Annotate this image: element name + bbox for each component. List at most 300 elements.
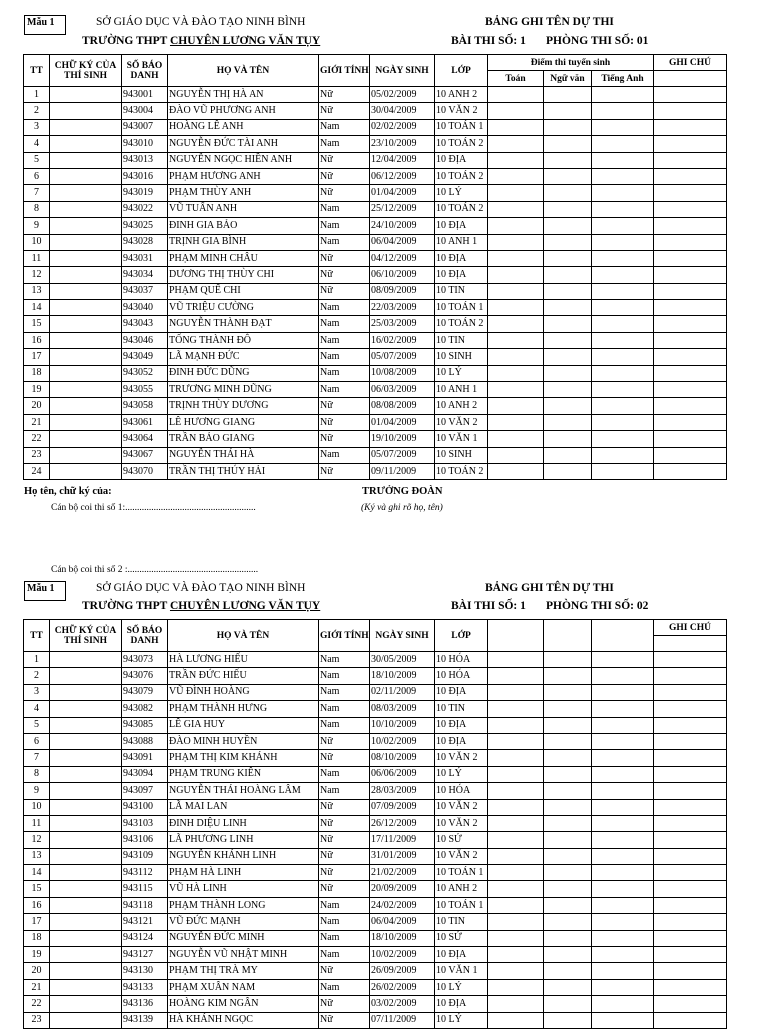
cell-signature bbox=[50, 668, 122, 684]
cell-tt: 5 bbox=[24, 152, 50, 168]
cell-id: 943139 bbox=[122, 1012, 168, 1028]
cell-name: TRỊNH GIA BÌNH bbox=[168, 234, 319, 250]
chief-sign-note: (Ký và ghi rõ họ, tên) bbox=[361, 503, 443, 513]
cell-score-literature bbox=[544, 382, 592, 398]
cell-score-math bbox=[488, 316, 544, 332]
cell-signature bbox=[50, 349, 122, 365]
cell-name: VŨ TRIỆU CƯỜNG bbox=[168, 300, 319, 316]
table-row bbox=[24, 250, 727, 266]
cell-dob: 05/07/2009 bbox=[370, 349, 435, 365]
cell-tt: 5 bbox=[24, 717, 50, 733]
cell-class: 10 VĂN 1 bbox=[435, 431, 488, 447]
cell-id: 943037 bbox=[122, 283, 168, 299]
cell-id: 943112 bbox=[122, 865, 168, 881]
cell-score-english bbox=[592, 1012, 654, 1028]
cell-gender: Nam bbox=[319, 701, 370, 717]
col-score-literature: Ngữ văn bbox=[544, 71, 592, 87]
cell-score-english bbox=[592, 832, 654, 848]
cell-name: LÃ PHƯƠNG LINH bbox=[168, 832, 319, 848]
cell-gender: Nam bbox=[319, 316, 370, 332]
cell-gender: Nam bbox=[319, 382, 370, 398]
cell-dob: 06/04/2009 bbox=[370, 234, 435, 250]
cell-note bbox=[654, 881, 727, 897]
cell-note bbox=[654, 316, 727, 332]
cell-name: TRẦN ĐỨC HIẾU bbox=[168, 668, 319, 684]
cell-id: 943004 bbox=[122, 103, 168, 119]
cell-note bbox=[654, 865, 727, 881]
cell-score-math bbox=[488, 947, 544, 963]
cell-score-english bbox=[592, 963, 654, 979]
room-number: PHÒNG THI SỐ: 02 bbox=[546, 600, 649, 612]
cell-score-english bbox=[592, 431, 654, 447]
cell-name: LÃ MẠNH ĐỨC bbox=[168, 349, 319, 365]
cell-signature bbox=[50, 848, 122, 864]
cell-tt: 8 bbox=[24, 766, 50, 782]
cell-score-literature bbox=[544, 414, 592, 430]
cell-note bbox=[654, 349, 727, 365]
cell-score-english bbox=[592, 119, 654, 135]
cell-tt: 12 bbox=[24, 832, 50, 848]
col-signature: CHỮ KÝ CỦA THÍ SINH bbox=[50, 55, 122, 87]
table-row bbox=[24, 152, 727, 168]
cell-score-literature bbox=[544, 733, 592, 749]
cell-note bbox=[654, 414, 727, 430]
cell-score-literature bbox=[544, 766, 592, 782]
cell-id: 943124 bbox=[122, 930, 168, 946]
cell-score-literature bbox=[544, 947, 592, 963]
cell-class: 10 ĐỊA bbox=[435, 250, 488, 266]
cell-score-english bbox=[592, 766, 654, 782]
cell-id: 943049 bbox=[122, 349, 168, 365]
cell-name: VŨ TUẤN ANH bbox=[168, 201, 319, 217]
table-row bbox=[24, 398, 727, 414]
cell-score-literature bbox=[544, 463, 592, 479]
cell-signature bbox=[50, 152, 122, 168]
cell-name: LÃ MAI LAN bbox=[168, 799, 319, 815]
cell-note bbox=[654, 398, 727, 414]
cell-class: 10 TOÁN 1 bbox=[435, 300, 488, 316]
cell-dob: 25/12/2009 bbox=[370, 201, 435, 217]
cell-score-english bbox=[592, 733, 654, 749]
table-row bbox=[24, 717, 727, 733]
cell-name: LÊ GIA HUY bbox=[168, 717, 319, 733]
cell-dob: 10/02/2009 bbox=[370, 947, 435, 963]
cell-score-literature bbox=[544, 234, 592, 250]
cell-name: LÊ HƯƠNG GIANG bbox=[168, 414, 319, 430]
cell-id: 943103 bbox=[122, 815, 168, 831]
cell-tt: 20 bbox=[24, 963, 50, 979]
exam-number: BÀI THI SỐ: 1 bbox=[451, 35, 526, 47]
table-row bbox=[24, 218, 727, 234]
cell-tt: 16 bbox=[24, 897, 50, 913]
cell-score-literature bbox=[544, 701, 592, 717]
cell-tt: 17 bbox=[24, 914, 50, 930]
cell-gender: Nữ bbox=[319, 881, 370, 897]
cell-name: VŨ ĐÌNH HOÀNG bbox=[168, 684, 319, 700]
cell-score-literature bbox=[544, 103, 592, 119]
cell-dob: 07/09/2009 bbox=[370, 799, 435, 815]
cell-id: 943136 bbox=[122, 996, 168, 1012]
table-row bbox=[24, 414, 727, 430]
cell-score-literature bbox=[544, 684, 592, 700]
cell-gender: Nữ bbox=[319, 865, 370, 881]
cell-score-english bbox=[592, 332, 654, 348]
cell-score-literature bbox=[544, 332, 592, 348]
cell-tt: 9 bbox=[24, 783, 50, 799]
cell-id: 943100 bbox=[122, 799, 168, 815]
cell-note bbox=[654, 332, 727, 348]
cell-score-english bbox=[592, 783, 654, 799]
cell-dob: 09/11/2009 bbox=[370, 463, 435, 479]
cell-gender: Nữ bbox=[319, 267, 370, 283]
col-score-english: Tiếng Anh bbox=[592, 71, 654, 87]
cell-tt: 23 bbox=[24, 1012, 50, 1028]
cell-score-math bbox=[488, 267, 544, 283]
cell-score-english bbox=[592, 382, 654, 398]
cell-id: 943001 bbox=[122, 87, 168, 103]
cell-class: 10 TOÁN 2 bbox=[435, 136, 488, 152]
cell-note bbox=[654, 783, 727, 799]
cell-class: 10 VĂN 2 bbox=[435, 799, 488, 815]
cell-score-literature bbox=[544, 963, 592, 979]
cell-dob: 20/09/2009 bbox=[370, 881, 435, 897]
cell-signature bbox=[50, 103, 122, 119]
room-number: PHÒNG THI SỐ: 01 bbox=[546, 35, 649, 47]
cell-note bbox=[654, 267, 727, 283]
cell-class: 10 HÓA bbox=[435, 668, 488, 684]
cell-dob: 07/11/2009 bbox=[370, 1012, 435, 1028]
cell-name: VŨ HÀ LINH bbox=[168, 881, 319, 897]
cell-tt: 10 bbox=[24, 234, 50, 250]
cell-score-math bbox=[488, 684, 544, 700]
table-row bbox=[24, 283, 727, 299]
cell-score-literature bbox=[544, 865, 592, 881]
cell-note bbox=[654, 652, 727, 668]
cell-id: 943058 bbox=[122, 398, 168, 414]
cell-score-literature bbox=[544, 349, 592, 365]
cell-score-math bbox=[488, 701, 544, 717]
cell-gender: Nam bbox=[319, 447, 370, 463]
department-title: SỞ GIÁO DỤC VÀ ĐÀO TẠO NINH BÌNH bbox=[96, 16, 306, 28]
cell-gender: Nữ bbox=[319, 103, 370, 119]
cell-score-english bbox=[592, 300, 654, 316]
cell-dob: 16/02/2009 bbox=[370, 332, 435, 348]
cell-tt: 6 bbox=[24, 733, 50, 749]
cell-id: 943043 bbox=[122, 316, 168, 332]
cell-name: NGUYỄN KHÁNH LINH bbox=[168, 848, 319, 864]
table-row bbox=[24, 815, 727, 831]
cell-note bbox=[654, 87, 727, 103]
cell-score-math bbox=[488, 349, 544, 365]
cell-name: VŨ ĐỨC MẠNH bbox=[168, 914, 319, 930]
cell-tt: 23 bbox=[24, 447, 50, 463]
table-row bbox=[24, 382, 727, 398]
cell-note bbox=[654, 365, 727, 381]
table-row bbox=[24, 750, 727, 766]
cell-signature bbox=[50, 733, 122, 749]
cell-note bbox=[654, 832, 727, 848]
cell-id: 943094 bbox=[122, 766, 168, 782]
cell-score-math bbox=[488, 300, 544, 316]
table-row bbox=[24, 914, 727, 930]
cell-score-literature bbox=[544, 152, 592, 168]
cell-score-math bbox=[488, 119, 544, 135]
cell-gender: Nữ bbox=[319, 832, 370, 848]
col-id: SỐ BÁO DANH bbox=[122, 620, 168, 652]
cell-class: 10 ĐỊA bbox=[435, 152, 488, 168]
table-row bbox=[24, 349, 727, 365]
cell-tt: 1 bbox=[24, 87, 50, 103]
cell-class: 10 SỬ bbox=[435, 832, 488, 848]
cell-class: 10 ANH 1 bbox=[435, 234, 488, 250]
cell-score-math bbox=[488, 799, 544, 815]
cell-class: 10 SINH bbox=[435, 349, 488, 365]
cell-note bbox=[654, 1012, 727, 1028]
cell-name: PHẠM THÀNH HƯNG bbox=[168, 701, 319, 717]
cell-id: 943121 bbox=[122, 914, 168, 930]
cell-gender: Nam bbox=[319, 717, 370, 733]
cell-score-literature bbox=[544, 250, 592, 266]
cell-class: 10 ĐỊA bbox=[435, 996, 488, 1012]
cell-class: 10 TOÁN 1 bbox=[435, 119, 488, 135]
cell-class: 10 ĐỊA bbox=[435, 717, 488, 733]
cell-score-math bbox=[488, 668, 544, 684]
cell-id: 943046 bbox=[122, 332, 168, 348]
cell-name: PHẠM THỊ KIM KHÁNH bbox=[168, 750, 319, 766]
candidate-rows bbox=[24, 87, 727, 480]
cell-tt: 21 bbox=[24, 979, 50, 995]
cell-tt: 16 bbox=[24, 332, 50, 348]
cell-score-math bbox=[488, 881, 544, 897]
cell-signature bbox=[50, 766, 122, 782]
cell-signature bbox=[50, 815, 122, 831]
cell-score-english bbox=[592, 398, 654, 414]
table-row bbox=[24, 267, 727, 283]
cell-note bbox=[654, 283, 727, 299]
cell-score-english bbox=[592, 701, 654, 717]
cell-dob: 18/10/2009 bbox=[370, 930, 435, 946]
cell-dob: 08/08/2009 bbox=[370, 398, 435, 414]
cell-signature bbox=[50, 717, 122, 733]
cell-class: 10 HÓA bbox=[435, 652, 488, 668]
cell-note bbox=[654, 979, 727, 995]
cell-tt: 13 bbox=[24, 283, 50, 299]
cell-score-english bbox=[592, 103, 654, 119]
cell-score-english bbox=[592, 365, 654, 381]
table-row bbox=[24, 316, 727, 332]
school-name: CHUYÊN LƯƠNG VĂN TỤY bbox=[169, 35, 321, 47]
cell-tt: 2 bbox=[24, 103, 50, 119]
cell-signature bbox=[50, 865, 122, 881]
cell-class: 10 VĂN 2 bbox=[435, 103, 488, 119]
cell-tt: 4 bbox=[24, 701, 50, 717]
cell-id: 943031 bbox=[122, 250, 168, 266]
cell-note bbox=[654, 152, 727, 168]
cell-class: 10 TIN bbox=[435, 332, 488, 348]
cell-note bbox=[654, 799, 727, 815]
cell-dob: 10/02/2009 bbox=[370, 733, 435, 749]
cell-dob: 08/09/2009 bbox=[370, 283, 435, 299]
cell-class: 10 ĐỊA bbox=[435, 947, 488, 963]
cell-tt: 20 bbox=[24, 398, 50, 414]
cell-signature bbox=[50, 267, 122, 283]
cell-id: 943079 bbox=[122, 684, 168, 700]
cell-score-english bbox=[592, 283, 654, 299]
cell-class: 10 ANH 2 bbox=[435, 398, 488, 414]
cell-tt: 10 bbox=[24, 799, 50, 815]
cell-score-english bbox=[592, 349, 654, 365]
cell-dob: 12/04/2009 bbox=[370, 152, 435, 168]
cell-score-literature bbox=[544, 996, 592, 1012]
cell-class: 10 TOÁN 2 bbox=[435, 201, 488, 217]
cell-note bbox=[654, 382, 727, 398]
cell-name: ĐÀO VŨ PHƯƠNG ANH bbox=[168, 103, 319, 119]
cell-tt: 19 bbox=[24, 947, 50, 963]
cell-gender: Nam bbox=[319, 136, 370, 152]
col-class: LỚP bbox=[435, 620, 488, 652]
cell-score-english bbox=[592, 185, 654, 201]
cell-signature bbox=[50, 930, 122, 946]
cell-tt: 8 bbox=[24, 201, 50, 217]
cell-signature bbox=[50, 283, 122, 299]
cell-score-math bbox=[488, 398, 544, 414]
cell-name: HÀ LƯƠNG HIẾU bbox=[168, 652, 319, 668]
cell-tt: 12 bbox=[24, 267, 50, 283]
cell-score-math bbox=[488, 963, 544, 979]
cell-tt: 19 bbox=[24, 382, 50, 398]
table-row bbox=[24, 1012, 727, 1028]
cell-score-literature bbox=[544, 300, 592, 316]
cell-note bbox=[654, 463, 727, 479]
cell-score-literature bbox=[544, 750, 592, 766]
cell-gender: Nữ bbox=[319, 799, 370, 815]
cell-tt: 3 bbox=[24, 119, 50, 135]
cell-signature bbox=[50, 996, 122, 1012]
cell-score-english bbox=[592, 848, 654, 864]
school-title bbox=[82, 35, 320, 47]
table-row bbox=[24, 881, 727, 897]
cell-dob: 06/04/2009 bbox=[370, 914, 435, 930]
col-tt: TT bbox=[24, 620, 50, 652]
cell-score-math bbox=[488, 930, 544, 946]
cell-score-math bbox=[488, 463, 544, 479]
invigilator-2: Cán bộ coi thi số 2 :....................................................... bbox=[51, 565, 259, 575]
cell-dob: 24/02/2009 bbox=[370, 897, 435, 913]
col-score-2 bbox=[544, 620, 592, 652]
cell-score-math bbox=[488, 283, 544, 299]
cell-signature bbox=[50, 119, 122, 135]
cell-gender: Nữ bbox=[319, 87, 370, 103]
cell-gender: Nữ bbox=[319, 996, 370, 1012]
cell-id: 943115 bbox=[122, 881, 168, 897]
cell-score-literature bbox=[544, 87, 592, 103]
cell-gender: Nữ bbox=[319, 1012, 370, 1028]
cell-gender: Nam bbox=[319, 300, 370, 316]
cell-id: 943040 bbox=[122, 300, 168, 316]
chief-title: TRƯỞNG ĐOÀN bbox=[362, 486, 443, 497]
col-tt: TT bbox=[24, 55, 50, 87]
cell-score-literature bbox=[544, 447, 592, 463]
cell-dob: 06/03/2009 bbox=[370, 382, 435, 398]
cell-score-math bbox=[488, 897, 544, 913]
col-name: HỌ VÀ TÊN bbox=[168, 620, 319, 652]
cell-note bbox=[654, 963, 727, 979]
cell-name: PHẠM QUẾ CHI bbox=[168, 283, 319, 299]
cell-score-english bbox=[592, 897, 654, 913]
cell-gender: Nam bbox=[319, 930, 370, 946]
sign-label: Họ tên, chữ ký của: bbox=[24, 486, 112, 497]
cell-score-english bbox=[592, 684, 654, 700]
cell-signature bbox=[50, 897, 122, 913]
cell-dob: 18/10/2009 bbox=[370, 668, 435, 684]
cell-gender: Nữ bbox=[319, 733, 370, 749]
cell-class: 10 HÓA bbox=[435, 783, 488, 799]
cell-name: NGUYỄN THỊ HÀ AN bbox=[168, 87, 319, 103]
cell-score-math bbox=[488, 848, 544, 864]
cell-score-math bbox=[488, 783, 544, 799]
cell-id: 943133 bbox=[122, 979, 168, 995]
cell-score-literature bbox=[544, 652, 592, 668]
cell-name: HOÀNG KIM NGÂN bbox=[168, 996, 319, 1012]
cell-dob: 10/08/2009 bbox=[370, 365, 435, 381]
table-row bbox=[24, 234, 727, 250]
cell-score-math bbox=[488, 332, 544, 348]
cell-signature bbox=[50, 87, 122, 103]
cell-id: 943028 bbox=[122, 234, 168, 250]
cell-class: 10 ĐỊA bbox=[435, 218, 488, 234]
cell-signature bbox=[50, 963, 122, 979]
cell-signature bbox=[50, 832, 122, 848]
cell-name: NGUYỄN ĐỨC TÀI ANH bbox=[168, 136, 319, 152]
table-row bbox=[24, 185, 727, 201]
cell-gender: Nữ bbox=[319, 283, 370, 299]
table-row bbox=[24, 103, 727, 119]
cell-gender: Nữ bbox=[319, 250, 370, 266]
document-title: BẢNG GHI TÊN DỰ THI bbox=[485, 582, 614, 594]
cell-gender: Nam bbox=[319, 234, 370, 250]
cell-signature bbox=[50, 382, 122, 398]
cell-score-literature bbox=[544, 668, 592, 684]
document-title: BẢNG GHI TÊN DỰ THI bbox=[485, 16, 614, 28]
cell-name: PHẠM HÀ LINH bbox=[168, 865, 319, 881]
cell-score-math bbox=[488, 234, 544, 250]
cell-note bbox=[654, 717, 727, 733]
cell-id: 943130 bbox=[122, 963, 168, 979]
cell-id: 943055 bbox=[122, 382, 168, 398]
cell-tt: 18 bbox=[24, 365, 50, 381]
cell-name: ĐINH GIA BẢO bbox=[168, 218, 319, 234]
table-row bbox=[24, 365, 727, 381]
cell-class: 10 SINH bbox=[435, 447, 488, 463]
cell-score-english bbox=[592, 914, 654, 930]
cell-dob: 22/03/2009 bbox=[370, 300, 435, 316]
cell-note bbox=[654, 447, 727, 463]
cell-dob: 08/10/2009 bbox=[370, 750, 435, 766]
cell-score-english bbox=[592, 865, 654, 881]
cell-score-math bbox=[488, 979, 544, 995]
cell-score-literature bbox=[544, 136, 592, 152]
cell-id: 943034 bbox=[122, 267, 168, 283]
cell-dob: 06/12/2009 bbox=[370, 168, 435, 184]
cell-id: 943010 bbox=[122, 136, 168, 152]
cell-gender: Nữ bbox=[319, 815, 370, 831]
cell-tt: 6 bbox=[24, 168, 50, 184]
cell-gender: Nam bbox=[319, 332, 370, 348]
cell-note bbox=[654, 684, 727, 700]
cell-class: 10 ANH 1 bbox=[435, 382, 488, 398]
cell-class: 10 VĂN 1 bbox=[435, 963, 488, 979]
cell-gender: Nam bbox=[319, 766, 370, 782]
